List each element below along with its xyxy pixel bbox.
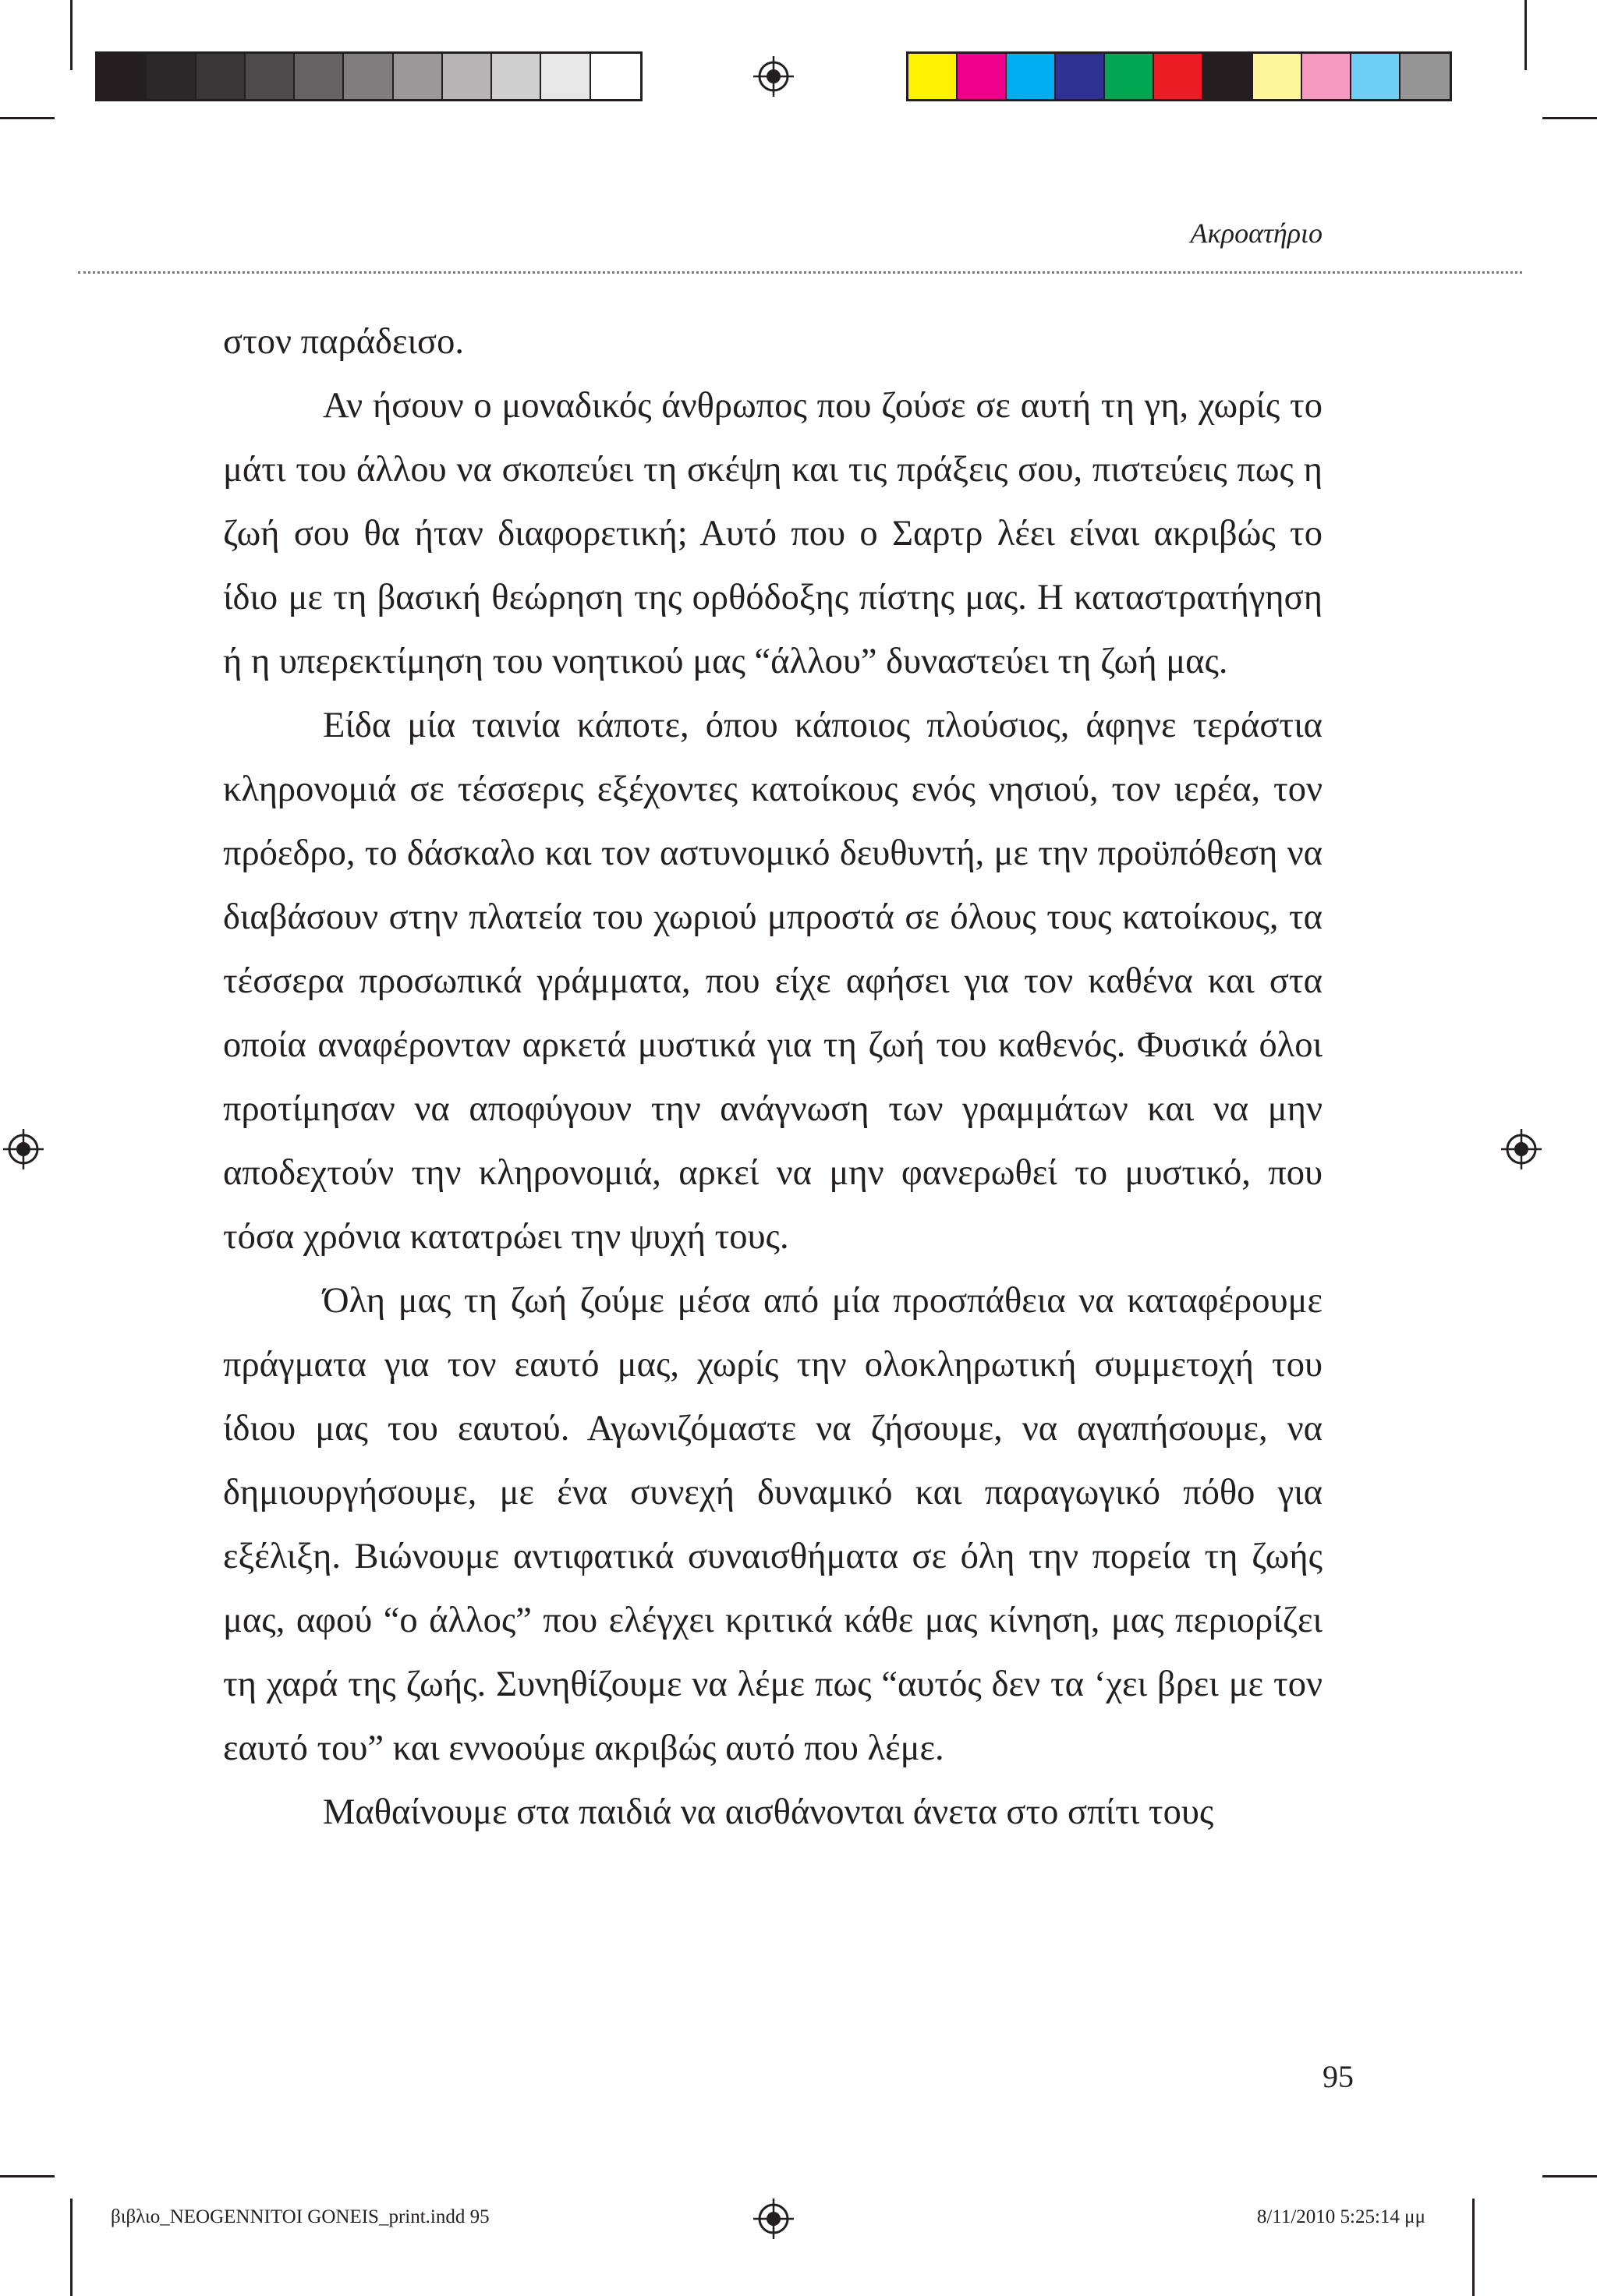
color-swatch	[1203, 54, 1252, 99]
page-number: 95	[1323, 2059, 1354, 2094]
crop-mark	[1524, 0, 1527, 70]
paragraph: Όλη μας τη ζωή ζούμε μέσα από μία προσπάθεια να καταφέρουμε πράγματα για τον εαυτό μας, χωρίς την ολοκληρωτική συμμετοχή του ίδιου μας του εαυτού. Αγωνιζόμαστε να ζήσουμε, να αγαπήσουμε, να δημιουργήσουμε, με ένα συνεχή δυναμικό και παραγωγικό πόθο για εξέλιξη. Βιώνουμε αντιφατικά συναισθήματα σε όλη την πορεία τη ζωής μας, αφού “ο άλλος” που ελέγχει κριτικά κάθε μας κίνηση, μας περιορίζει τη χαρά της ζωής. Συνηθίζουμε να λέμε πως “αυτός δεν τα ‘χει βρει με τον εαυτό του” και εννοούμε ακριβώς αυτό που λέμε.	[223, 1281, 1323, 1768]
registration-mark-icon	[3, 1129, 44, 1169]
color-swatch	[1302, 54, 1351, 99]
crop-mark	[0, 2175, 55, 2177]
color-swatch	[295, 54, 344, 99]
crop-mark	[1472, 2199, 1475, 2296]
gray-scale-bar	[95, 51, 643, 101]
color-swatch	[1105, 54, 1154, 99]
slug-timestamp: 8/11/2010 5:25:14 μμ	[1256, 2206, 1425, 2227]
running-head: Ακροατήριο	[1190, 218, 1323, 249]
header-divider	[78, 271, 1522, 274]
color-swatch	[246, 54, 295, 99]
color-swatch	[958, 54, 1007, 99]
process-color-bar	[906, 51, 1452, 101]
slug-file-name: βιβλιο_NEOGENNITOI GONEIS_print.indd 95	[111, 2206, 490, 2227]
color-swatch	[197, 54, 246, 99]
color-swatch	[1056, 54, 1105, 99]
color-swatch	[394, 54, 443, 99]
body-text	[223, 310, 1323, 1845]
crop-mark	[1542, 117, 1597, 119]
color-swatch	[1253, 54, 1302, 99]
color-swatch	[908, 54, 958, 99]
crop-mark	[1542, 2175, 1597, 2177]
color-swatch	[443, 54, 492, 99]
crop-mark	[70, 0, 73, 70]
color-swatch	[1351, 54, 1400, 99]
registration-mark-icon	[753, 2199, 794, 2239]
registration-mark-icon	[753, 56, 794, 97]
paragraph: Μαθαίνουμε στα παιδιά να αισθάνονται άνετα στο σπίτι τους	[323, 1792, 1214, 1832]
paragraph: Αν ήσουν ο μοναδικός άνθρωπος που ζούσε σε αυτή τη γη, χωρίς το μάτι του άλλου να σκοπεύει τη σκέψη και τις πράξεις σου, πιστεύεις πως η ζωή σου θα ήταν διαφορετική; Αυτό που ο Σαρτρ λέει είναι ακριβώς το ίδιο με τη βασική θεώρηση της ορθόδοξης πίστης μας. Η καταστρατήγηση ή η υπερεκτίμηση του νοητικού μας “άλλου” δυναστεύει τη ζωή μας.	[223, 386, 1323, 681]
color-swatch	[97, 54, 147, 99]
color-swatch	[492, 54, 541, 99]
color-swatch	[147, 54, 196, 99]
color-swatch	[1007, 54, 1056, 99]
paragraph: στον παράδεισο.	[223, 322, 464, 362]
crop-mark	[0, 117, 55, 119]
color-swatch	[541, 54, 590, 99]
color-swatch	[1400, 54, 1450, 99]
color-swatch	[591, 54, 640, 99]
paragraph: Είδα μία ταινία κάποτε, όπου κάποιος πλούσιος, άφηνε τεράστια κληρονομιά σε τέσσερις εξέχοντες κατοίκους ενός νησιού, τον ιερέα, τον πρόεδρο, το δάσκαλο και τον αστυνομικό δευθυντή, με την προϋπόθεση να διαβάσουν στην πλατεία του χωριού μπροστά σε όλους τους κατοίκους, τα τέσσερα προσωπικά γράμματα, που είχε αφήσει για τον καθένα και στα οποία αναφέρονταν αρκετά μυστικά για τη ζωή του καθενός. Φυσικά όλοι προτίμησαν να αποφύγουν την ανάγνωση των γραμμάτων και να μην αποδεχτούν την κληρονομιά, αρκεί να μην φανερωθεί το μυστικό, που τόσα χρόνια κατατρώει την ψυχή τους.	[223, 706, 1323, 1257]
color-swatch	[1154, 54, 1203, 99]
registration-mark-icon	[1501, 1129, 1542, 1169]
color-swatch	[344, 54, 393, 99]
crop-mark	[70, 2199, 73, 2296]
